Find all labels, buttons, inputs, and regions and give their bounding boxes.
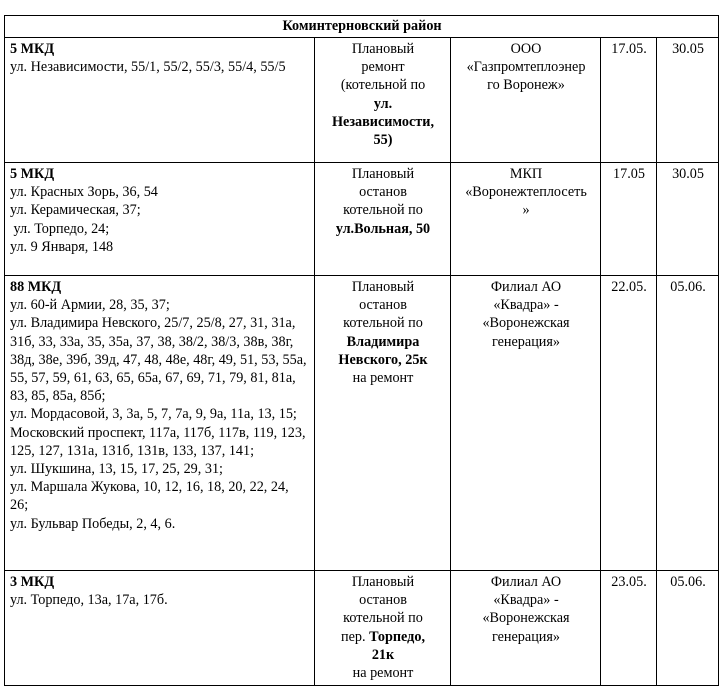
organization-cell xyxy=(451,163,601,276)
address-line: ул. 9 Января, 148 xyxy=(10,238,114,255)
work-line: котельной по xyxy=(343,315,423,332)
address-line: ул. Мордасовой, 3, 3а, 5, 7, 7а, 9, 9а, 11а, 13, 15; xyxy=(10,406,297,423)
work-type-cell xyxy=(315,163,451,276)
org-line: МКП xyxy=(509,166,543,182)
work-line: ремонт xyxy=(361,59,405,76)
boiler-location: 21к xyxy=(371,646,395,663)
end-date: 05.06. xyxy=(657,276,719,571)
address-line: ул. Владимира Невского, 25/7, 25/8, 27, 31, 31а, 31б, 33, 33а, 35, 35а, 37, 38, 38/2, 38/3, 38в, 38г, 38д, 38е, 39б, 39д, 47, 48, 48е, 48г, 49, 51, 53, 55а, 55, 57, 59, 61, 63, 65, 65а, 67, 69, 71, 79, 81, 81а, 83, 85, 85а, 85б; xyxy=(10,315,307,405)
work-line: останов xyxy=(359,297,407,314)
work-type-cell xyxy=(315,276,451,571)
address-line: ул. 60-й Армии, 28, 35, 37; xyxy=(10,297,170,314)
org-line: «Газпромтеплоэнер xyxy=(466,59,586,76)
work-line: (котельной по xyxy=(340,77,426,94)
start-date: 22.05. xyxy=(601,276,657,571)
boiler-location: Владимира xyxy=(346,333,420,350)
boiler-location: ул.Вольная, 50 xyxy=(335,220,431,237)
work-line: останов xyxy=(359,592,407,609)
district-title: Коминтерновский район xyxy=(5,16,719,38)
address-line: ул. Торпедо, 24; xyxy=(10,220,110,237)
address-line: ул. Шукшина, 13, 15, 17, 25, 29, 31; xyxy=(10,461,223,478)
table-row xyxy=(5,38,719,163)
address-line: ул. Торпедо, 13а, 17а, 17б. xyxy=(10,592,168,609)
table-row xyxy=(5,163,719,276)
org-line: го Воронеж» xyxy=(487,77,565,94)
address-line: ул. Маршала Жукова, 10, 12, 16, 18, 20, 22, 24, 26; xyxy=(10,479,289,514)
boiler-location: Торпедо, xyxy=(369,628,425,645)
organization-cell xyxy=(451,276,601,571)
table-row xyxy=(5,276,719,571)
organization-cell xyxy=(451,38,601,163)
org-line: «Воронежская xyxy=(482,315,570,332)
org-line: генерация» xyxy=(491,333,560,350)
work-line: котельной по xyxy=(343,202,423,219)
org-line: » xyxy=(522,202,530,219)
work-line: Плановый xyxy=(351,41,415,57)
boiler-location: Невского, 25к xyxy=(338,351,428,368)
boiler-location: 55) xyxy=(373,132,393,149)
address-cell xyxy=(5,571,315,686)
end-date: 30.05 xyxy=(657,163,719,276)
end-date: 30.05 xyxy=(657,38,719,163)
address-cell xyxy=(5,38,315,163)
start-date: 17.05. xyxy=(601,38,657,163)
address-line: ул. Независимости, 55/1, 55/2, 55/3, 55/4, 55/5 xyxy=(10,59,286,76)
work-line: Плановый xyxy=(351,166,415,182)
start-date: 17.05 xyxy=(601,163,657,276)
building-count: 5 МКД xyxy=(10,41,55,57)
address-cell xyxy=(5,163,315,276)
work-type-cell xyxy=(315,38,451,163)
district-header-row xyxy=(5,16,719,38)
work-type-cell xyxy=(315,571,451,686)
building-count: 3 МКД xyxy=(10,574,55,590)
org-line: Филиал АО xyxy=(490,574,562,590)
start-date: 23.05. xyxy=(601,571,657,686)
work-line: на ремонт xyxy=(352,370,414,387)
address-line: Московский проспект, 117а, 117б, 117в, 119, 123, 125, 127, 131а, 131б, 131в, 133, 137, 141; xyxy=(10,424,306,459)
org-line: «Квадра» - xyxy=(493,592,559,609)
work-prefix: пер. xyxy=(341,628,366,645)
work-line: останов xyxy=(359,184,407,201)
work-line: котельной по xyxy=(343,610,423,627)
org-line: ООО xyxy=(510,41,542,57)
address-line: ул. Красных Зорь, 36, 54 xyxy=(10,184,158,201)
organization-cell xyxy=(451,571,601,686)
work-line: Плановый xyxy=(351,279,415,295)
org-line: «Квадра» - xyxy=(493,297,559,314)
org-line: «Воронежтеплосеть xyxy=(465,184,587,201)
work-line: Плановый xyxy=(351,574,415,590)
schedule-table xyxy=(4,15,719,686)
boiler-location: Независимости, xyxy=(332,113,434,130)
building-count: 5 МКД xyxy=(10,166,55,182)
boiler-location: ул. xyxy=(373,95,393,112)
address-cell xyxy=(5,276,315,571)
org-line: генерация» xyxy=(491,628,560,645)
org-line: Филиал АО xyxy=(490,279,562,295)
table-row xyxy=(5,571,719,686)
org-line: «Воронежская xyxy=(482,610,570,627)
building-count: 88 МКД xyxy=(10,279,62,295)
work-line: на ремонт xyxy=(352,665,414,682)
address-line: ул. Бульвар Победы, 2, 4, 6. xyxy=(10,515,176,532)
end-date: 05.06. xyxy=(657,571,719,686)
address-line: ул. Керамическая, 37; xyxy=(10,202,141,219)
